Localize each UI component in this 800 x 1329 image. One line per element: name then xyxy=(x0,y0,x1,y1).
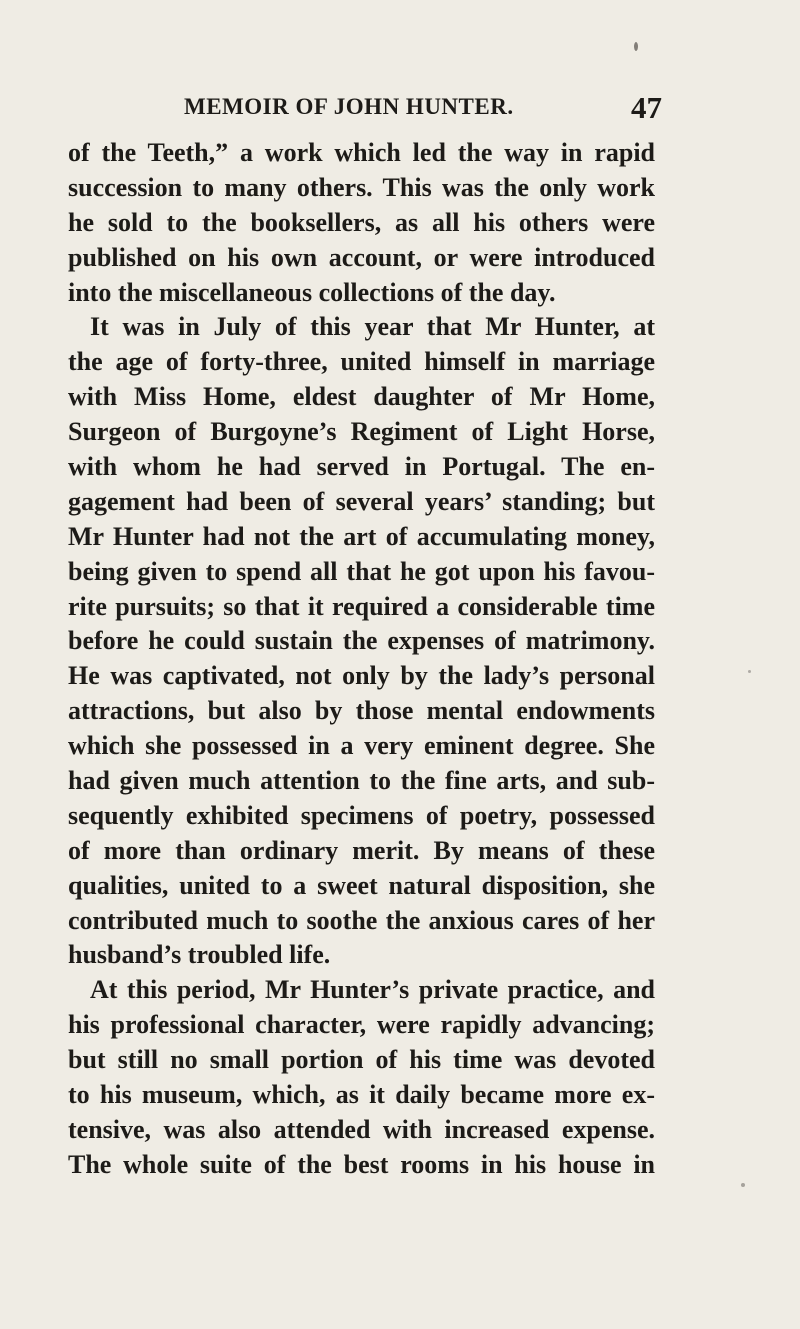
running-head: MEMOIR OF JOHN HUNTER. xyxy=(184,94,514,119)
text-line: had given much attention to the fine arts, and sub- xyxy=(68,766,655,796)
text-line: husband’s troubled life. xyxy=(68,940,331,970)
text-line: attractions, but also by those mental endowments xyxy=(68,696,655,726)
text-line: qualities, united to a sweet natural disposition, she xyxy=(68,870,655,900)
text-line: before he could sustain the expenses of matrimony. xyxy=(68,626,655,656)
text-line: but still no small portion of his time was devoted xyxy=(68,1045,655,1075)
text-line: The whole suite of the best rooms in his house in xyxy=(68,1149,655,1179)
text-line: Mr Hunter had not the art of accumulating money, xyxy=(68,521,655,551)
print-speck xyxy=(741,1183,745,1187)
text-line: sequently exhibited specimens of poetry, possessed xyxy=(68,800,655,830)
text-line: It was in July of this year that Mr Hunter, at xyxy=(90,312,655,342)
text-line: contributed much to soothe the anxious cares of her xyxy=(68,905,655,935)
print-speck xyxy=(634,42,638,51)
print-speck xyxy=(748,670,751,673)
text-line: into the miscellaneous collections of the day. xyxy=(68,277,556,307)
text-line: tensive, was also attended with increased expense. xyxy=(68,1114,655,1144)
text-line: his professional character, were rapidly advancing; xyxy=(68,1010,655,1040)
text-line: of the Teeth,” a work which led the way in rapid xyxy=(68,138,655,167)
text-line: At this period, Mr Hunter’s private practice, and xyxy=(90,975,655,1005)
text-line: published on his own account, or were introduced xyxy=(68,242,655,272)
text-line: to his museum, which, as it daily became more ex- xyxy=(68,1080,655,1110)
text-line: being given to spend all that he got upon his favou- xyxy=(68,556,655,586)
page-number: 47 xyxy=(631,90,662,125)
text-line: rite pursuits; so that it required a considerable time xyxy=(68,591,655,621)
text-line: of more than ordinary merit. By means of these xyxy=(68,835,655,865)
text-line: He was captivated, not only by the lady’s personal xyxy=(68,661,655,691)
text-line: succession to many others. This was the only work xyxy=(68,172,655,202)
body-text xyxy=(68,136,655,1183)
page-header xyxy=(184,90,662,128)
text-line: gagement had been of several years’ standing; but xyxy=(68,486,655,516)
text-line: which she possessed in a very eminent degree. She xyxy=(68,731,655,761)
text-line: with whom he had served in Portugal. The en- xyxy=(68,452,655,482)
text-line: the age of forty-three, united himself in marriage xyxy=(68,347,655,377)
text-line: Surgeon of Burgoyne’s Regiment of Light Horse, xyxy=(68,417,655,447)
text-line: he sold to the booksellers, as all his others were xyxy=(68,207,655,237)
text-line: with Miss Home, eldest daughter of Mr Home, xyxy=(68,382,655,412)
